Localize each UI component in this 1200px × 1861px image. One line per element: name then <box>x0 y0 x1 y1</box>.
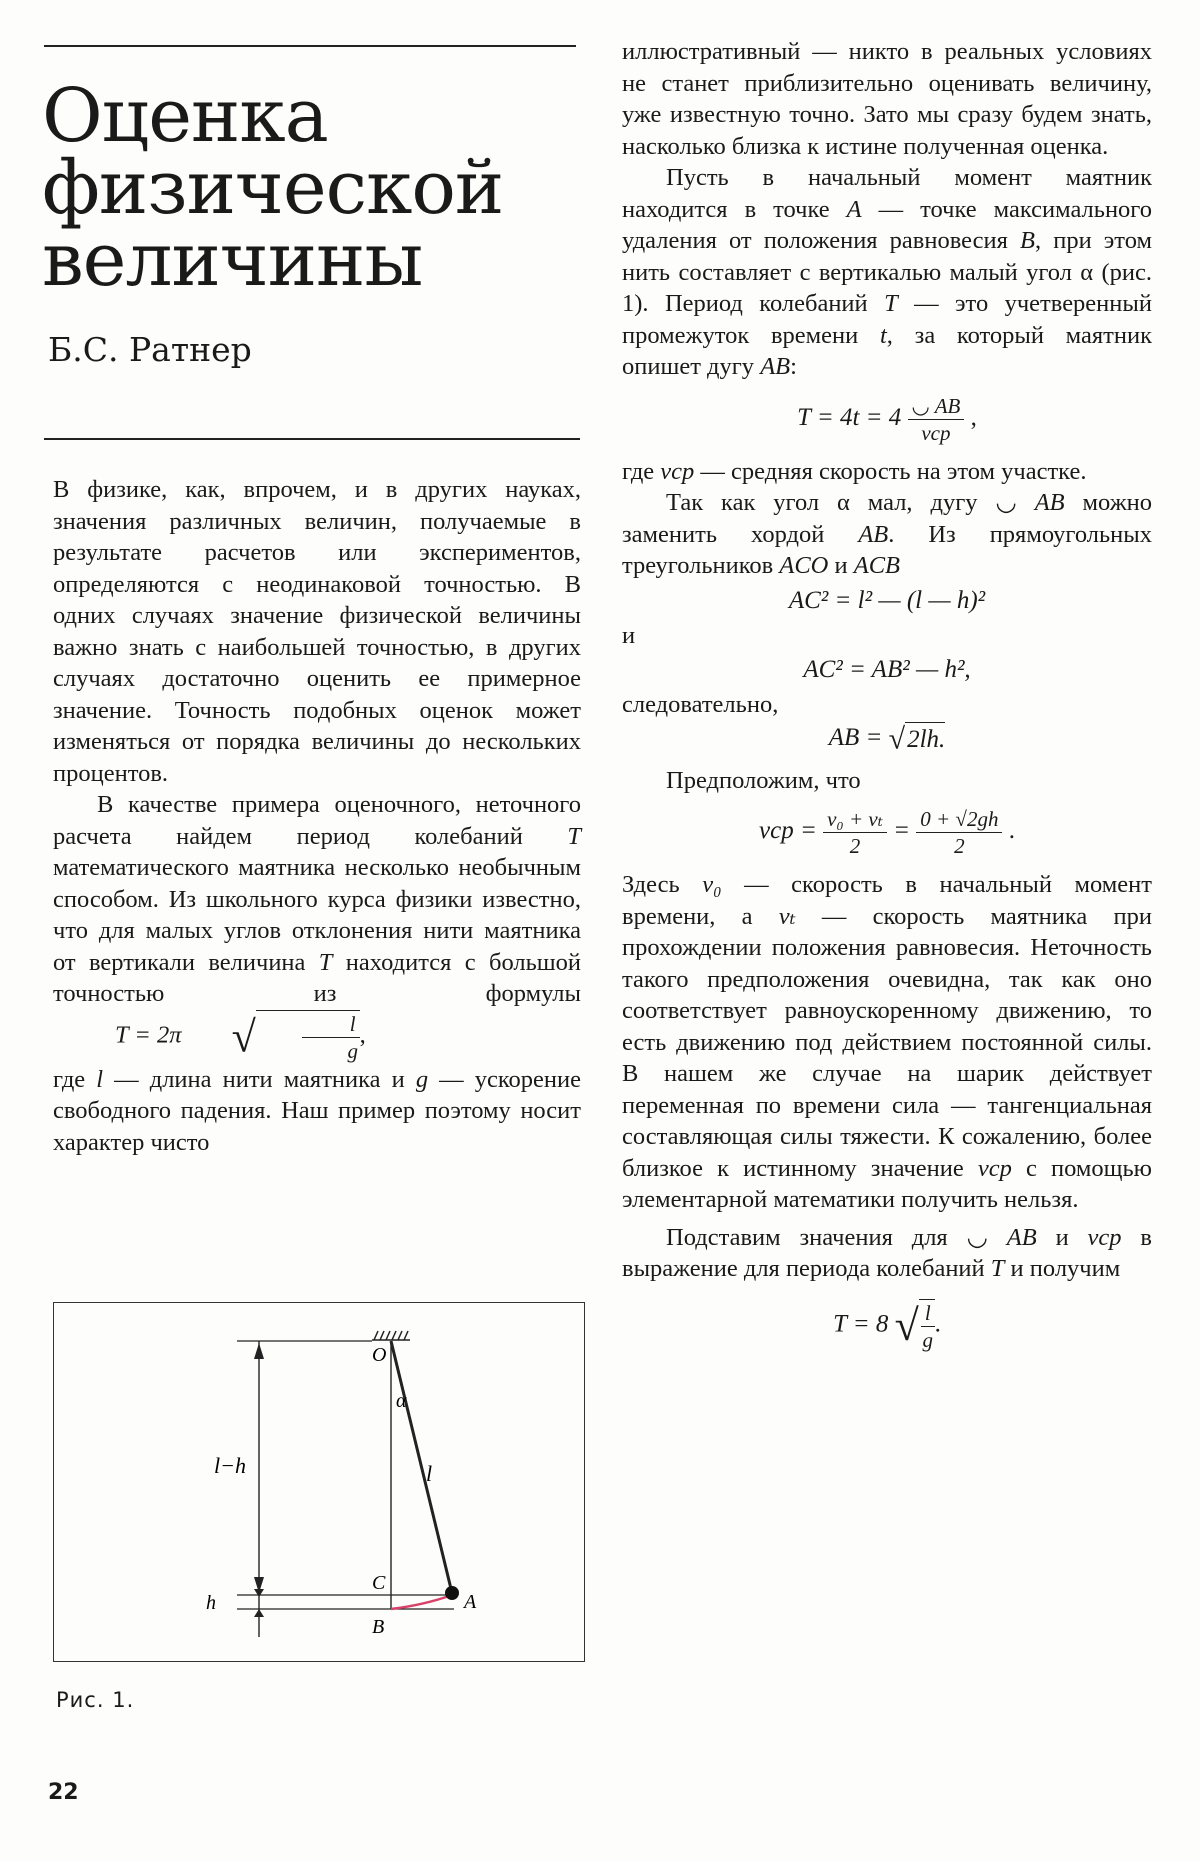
label-b: B <box>372 1616 385 1638</box>
period-formula: T = 2π √ $\frac{l}{g}$ , <box>115 1011 366 1063</box>
right-paragraph-4: Так как угол α мал, дугу ◡ AB можно заменить хордой AB. Из прямоугольных треугольников ACO и ACB <box>622 489 1152 579</box>
arrow-h-bottom <box>254 1609 264 1617</box>
arrow-top <box>254 1343 264 1359</box>
page-number: 22 <box>48 1780 79 1805</box>
pendulum-figure <box>53 1302 585 1662</box>
pendulum-string <box>391 1341 452 1593</box>
ceiling-hatch <box>372 1331 410 1340</box>
right-paragraph-2: Пусть в начальный момент маятник находится в точке A — точке максимального удаления от положения равновесия B, при этом нить составляет с вертикалью малый угол α (рис. 1). Период колебаний T — это учетверенный промежуток времени t, за который маятник опишет дугу AB: <box>622 164 1152 380</box>
right-paragraph-7: Подставим значения для ◡ AB и vср в выражение для периода колебаний T и получим <box>622 1223 1152 1283</box>
left-column <box>53 474 581 1158</box>
left-paragraph-3: где l — длина нити маятника и g — ускорение свободного падения. Наш пример поэтому носит характер чисто <box>53 1065 581 1156</box>
formula-ac-squared-2: AC² = AB² — h², <box>803 656 971 683</box>
right-paragraph-5: Предположим, что <box>666 766 861 794</box>
label-h: h <box>206 1592 216 1614</box>
left-paragraph-2: В качестве примера оценочного, неточного расчета найдем период колебаний T математического маятника несколько необычным способом. Из школьного курса физики известно, что для малых углов отклонения нити маятника от вертикали величина T находится с большой точностью из формулы T = 2π √ $\frac{l}{g}$ , <box>53 791 581 1063</box>
under-author-rule <box>44 438 580 440</box>
formula-final-period: T = 8 √ $\frac{l}{g}$ . <box>833 1300 941 1352</box>
arrow-h-top <box>254 1589 264 1597</box>
label-l: l <box>426 1461 433 1486</box>
formula-ac-squared-1: AC² = l² — (l — h)² <box>788 586 986 614</box>
author-name: Б.С. Ратнер <box>48 330 252 369</box>
conjunction-and: и <box>622 621 636 649</box>
title-line-2: физической <box>42 145 504 231</box>
article-title <box>42 73 562 303</box>
label-c: C <box>372 1572 386 1594</box>
label-o: O <box>372 1344 387 1366</box>
title-line-1: Оценка <box>42 73 328 159</box>
right-column <box>622 36 1152 1363</box>
right-paragraph-1: иллюстративный — никто в реальных условиях не станет приблизительно оценивать величину, уже известную точно. Зато мы сразу будем знать, насколько близка к истине полученная оценка. <box>622 38 1152 160</box>
label-alpha: α <box>396 1390 407 1412</box>
arc-ab <box>391 1595 452 1609</box>
title-line-3: величины <box>42 217 423 303</box>
right-paragraph-6: Здесь v₀ — скорость в начальный момент времени, а vₜ — скорость маятника при прохождении положения равновесия. Неточность такого предположения очевидна, так как оно соответствует равноускоренному движению, то есть движению под действием постоянной силы. В нашем же случае на шарик действует переменная по времени сила — тангенциальная составляющая силы тяжести. К сожалению, более близкое к истинному значение vср с помощью элементарной математики получить нельзя. <box>622 871 1153 1214</box>
figure-caption: Рис. 1. <box>56 1688 135 1712</box>
label-l-minus-h: l−h <box>214 1453 246 1478</box>
left-paragraph-1: В физике, как, впрочем, и в других науках, значения различных величин, получаемые в результате расчетов или экспериментов, определяются с неодинаковой точностью. В одних случаях значение физической величины важно знать с наибольшей точностью, в других случаях достаточно оценить ее примерное значение. Точность подобных оценок может изменяться от порядка величины до нескольких процентов. <box>53 476 581 787</box>
top-rule <box>44 45 576 47</box>
pendulum-bob <box>445 1586 459 1600</box>
formula-ab: AB = √2lh. <box>828 722 946 756</box>
formula-period-arc: T = 4t = 4 $\frac{◡ AB}{\text{vср}}$ , <box>797 393 977 445</box>
label-a: A <box>464 1591 477 1613</box>
pendulum-diagram <box>54 1303 584 1661</box>
text-hence: следовательно, <box>622 691 779 718</box>
formula-vcp: vср = $\frac{\text{v₀ + vₜ}}{2}$ = $\frac{0 + √2gh}{2}$ . <box>759 807 1015 859</box>
right-paragraph-3: где vср — средняя скорость на этом участке. <box>622 457 1087 485</box>
